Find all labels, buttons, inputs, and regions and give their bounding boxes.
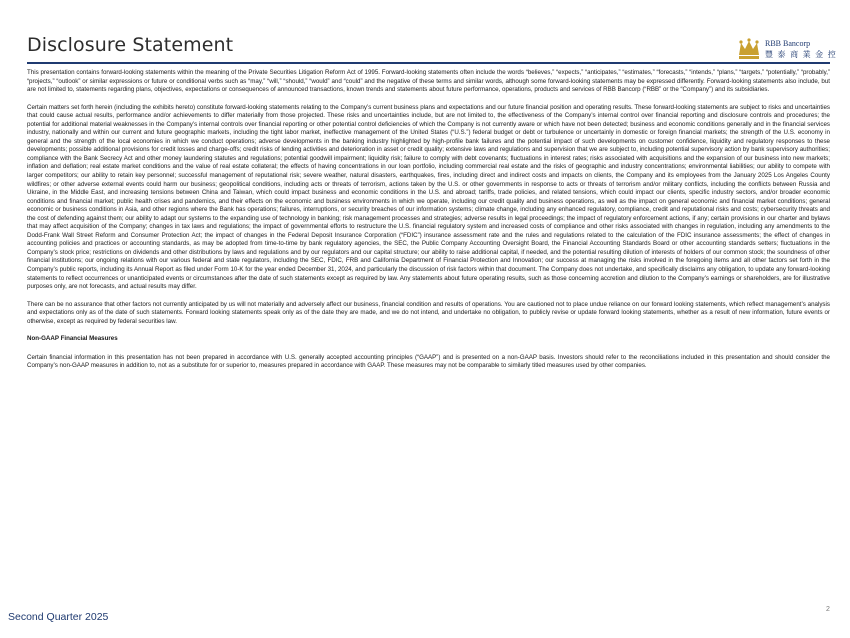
logo-chinese-wordmark: 豐 泰 商 業 金 控 [765, 50, 837, 59]
assurance-paragraph: There can be no assurance that other factors not currently anticipated by us will not materially and adversely affect our business, financial condition and results of operations. You are cautioned not to place undue reliance on our forward looking statements, which reflect management’s analysis and expectations only as of the date of such statements. Forward looking statements speak only as of the date they are made, and we do not intend, and undertake no obligation, to publicly revise or update forward looking statements, whether as a result of new information, future events or otherwise, except as required by federal securities law. [27, 300, 830, 325]
crown-icon [737, 38, 761, 60]
non-gaap-heading: Non-GAAP Financial Measures [27, 335, 118, 343]
risk-factors-paragraph: Certain matters set forth herein (including the exhibits hereto) constitute forward-looking statements relating to the Company’s current business plans and expectations and our future financial position and operating results. These forward-looking statements are subject to risks and uncertainties that could cause actual results, performance and/or achievements to differ materially from those projected. These risks and uncertainties include, but are not limited to, the effectiveness of the Company’s internal control over financial reporting and disclosure controls and procedures; the potential for additional material weaknesses in the Company’s internal controls over financial reporting or other potential control deficiencies of which the Company is not currently aware or which have not been detected; business and economic conditions generally and in the financial services industry, nationally and within our current and future geographic markets, including the tight labor market, ineffective management of the United States (“U.S.”) federal budget or debt or turbulence or uncertainly in domestic or foreign financial markets; the strength of the U.S. economy in general and the strength of the local economies in which we conduct operations; adverse developments in the banking industry highlighted by high-profile bank failures and the potential impact of such developments on customer confidence, liquidity and regulatory responses to these developments; possible additional provisions for credit losses and charge-offs; credit risks of lending activities and deterioration in asset or credit quality; extensive laws and regulations and supervision that we are subject to, including potential supervisory action by bank supervisory authorities; compliance with the Bank Secrecy Act and other money laundering statutes and regulations; potential goodwill impairment; liquidity risk; failure to comply with debt covenants; fluctuations in interest rates; risks associated with acquisitions and the expansion of our business into new markets; inflation and deflation; real estate market conditions and the value of real estate collateral; the effects of having concentrations in our loan portfolio, including commercial real estate and the risks of geographic and industry concentrations; environmental liabilities; our ability to compete with larger competitors; our ability to retain key personnel; successful management of reputational risk; severe weather, natural disasters, earthquakes, fires, including direct and indirect costs and impacts on clients, the Company and its employees from the January 2025 Los Angeles County wildfires; or other adverse external events could harm our business; geopolitical conditions, including acts or threats of terrorism, actions taken by the U.S. or other governments in response to acts or threats of terrorism and/or military conflicts, including the conflicts between Russia and Ukraine, in the Middle East, and increasing tensions between China and Taiwan, which could impact business and economic conditions in the U.S. and abroad; tariffs, trade policies, and related tensions, which could impact our clients, specific industry sectors, and/or broader economic conditions and financial market; public health crises and pandemics, and their effects on the economic and business environments in which we operate, including our credit quality and business operations, as well as the impact on general economic and financial market conditions; general economic or business conditions in Asia, and other regions where the Bank has operations; failures, interruptions, or security breaches of our information systems; climate change, including any enhanced regulatory, compliance, credit and reputational risks and costs; cybersecurity threats and the cost of defending against them; our ability to adapt our systems to the expanding use of technology in banking; risk management processes and strategies; adverse results in legal proceedings; the impact of regulatory enforcement actions, if any; certain provisions in our charter and bylaws that may affect acquisition of the Company; changes in tax laws and regulations; the impact of governmental efforts to restructure the U.S. financial regulatory system and increased costs of compliance and other risks associated with changes in regulation, including any amendments to the Dodd-Frank Wall Street Reform and Consumer Protection Act; the impact of changes in the Federal Deposit Insurance Corporation (“FDIC”) insurance assessment rate and the rules and regulations related to the calculation of the FDIC insurance assessments; the effect of changes in accounting policies and practices or accounting standards, as may be adopted from time-to-time by bank regulatory agencies, the SEC, the Public Company Accounting Oversight Board, the Financial Accounting Standards Board or other accounting standards setters; fluctuations in the Company’s stock price; restrictions on dividends and other distributions by laws and regulations and by our regulators and our capital structure; our ability to raise additional capital, if needed, and the potential resulting dilution of interests of holders of our common stock; the soundness of other financial institutions; our ongoing relations with our various federal and state regulators, including the SEC, FDIC, FRB and California Department of Financial Protection and Innovation; our success at managing the risks involved in the foregoing items and all other factors set forth in the Company’s public reports, including its Annual Report as filed under Form 10-K for the year ended December 31, 2024, and particularly the discussion of risk factors within that document. The Company does not undertake, and specifically disclaims any obligation, to update any forward-looking statements to reflect occurrences or unanticipated events or circumstances after the date of such statements except as required by law. Any statements about future operating results, such as those concerning accretion and dilution to the Company’s earnings or shareholders, are for illustrative purposes only, are not forecasts, and actual results may differ. [27, 103, 830, 291]
page-title: Disclosure Statement [27, 34, 234, 56]
title-divider [27, 62, 830, 64]
disclosure-body [27, 69, 830, 380]
page-number: 2 [826, 606, 830, 613]
non-gaap-paragraph: Certain financial information in this presentation has not been prepared in accordance with U.S. generally accepted accounting principles (“GAAP”) and is presented on a non-GAAP basis. Investors should refer to the reconciliations included in this presentation and should consider the Company’s non-GAAP measures in addition to, not as a substitute for or superior to, measures prepared in accordance with GAAP. These measures may not be comparable to similarly titled measures used by other companies. [27, 353, 830, 370]
forward-looking-paragraph: This presentation contains forward-looking statements within the meaning of the Private Securities Litigation Reform Act of 1995. Forward-looking statements often include the words “believes,” “expects,” “anticipates,” “estimates,” “forecasts,” “intends,” “plans,” “targets,” “potentially,” “probably,” “projects,” “outlook” or similar expressions or future or conditional verbs such as “may,” “will,” “should,” “would” and “could” and the negative of these terms and similar words, although some forward-looking statements may be expressed differently. Forward-looking statements also include, but are not limited to, statements regarding plans, objectives, expectations or consequences of announced transactions, known trends and statements about future performance, operations, products and services of RBB Bancorp (“RBB” or the “Company”) and its subsidiaries. [27, 69, 830, 94]
footer-period: Second Quarter 2025 [8, 611, 109, 623]
logo-wordmark: RBB Bancorp [765, 39, 811, 48]
company-logo [737, 38, 837, 64]
